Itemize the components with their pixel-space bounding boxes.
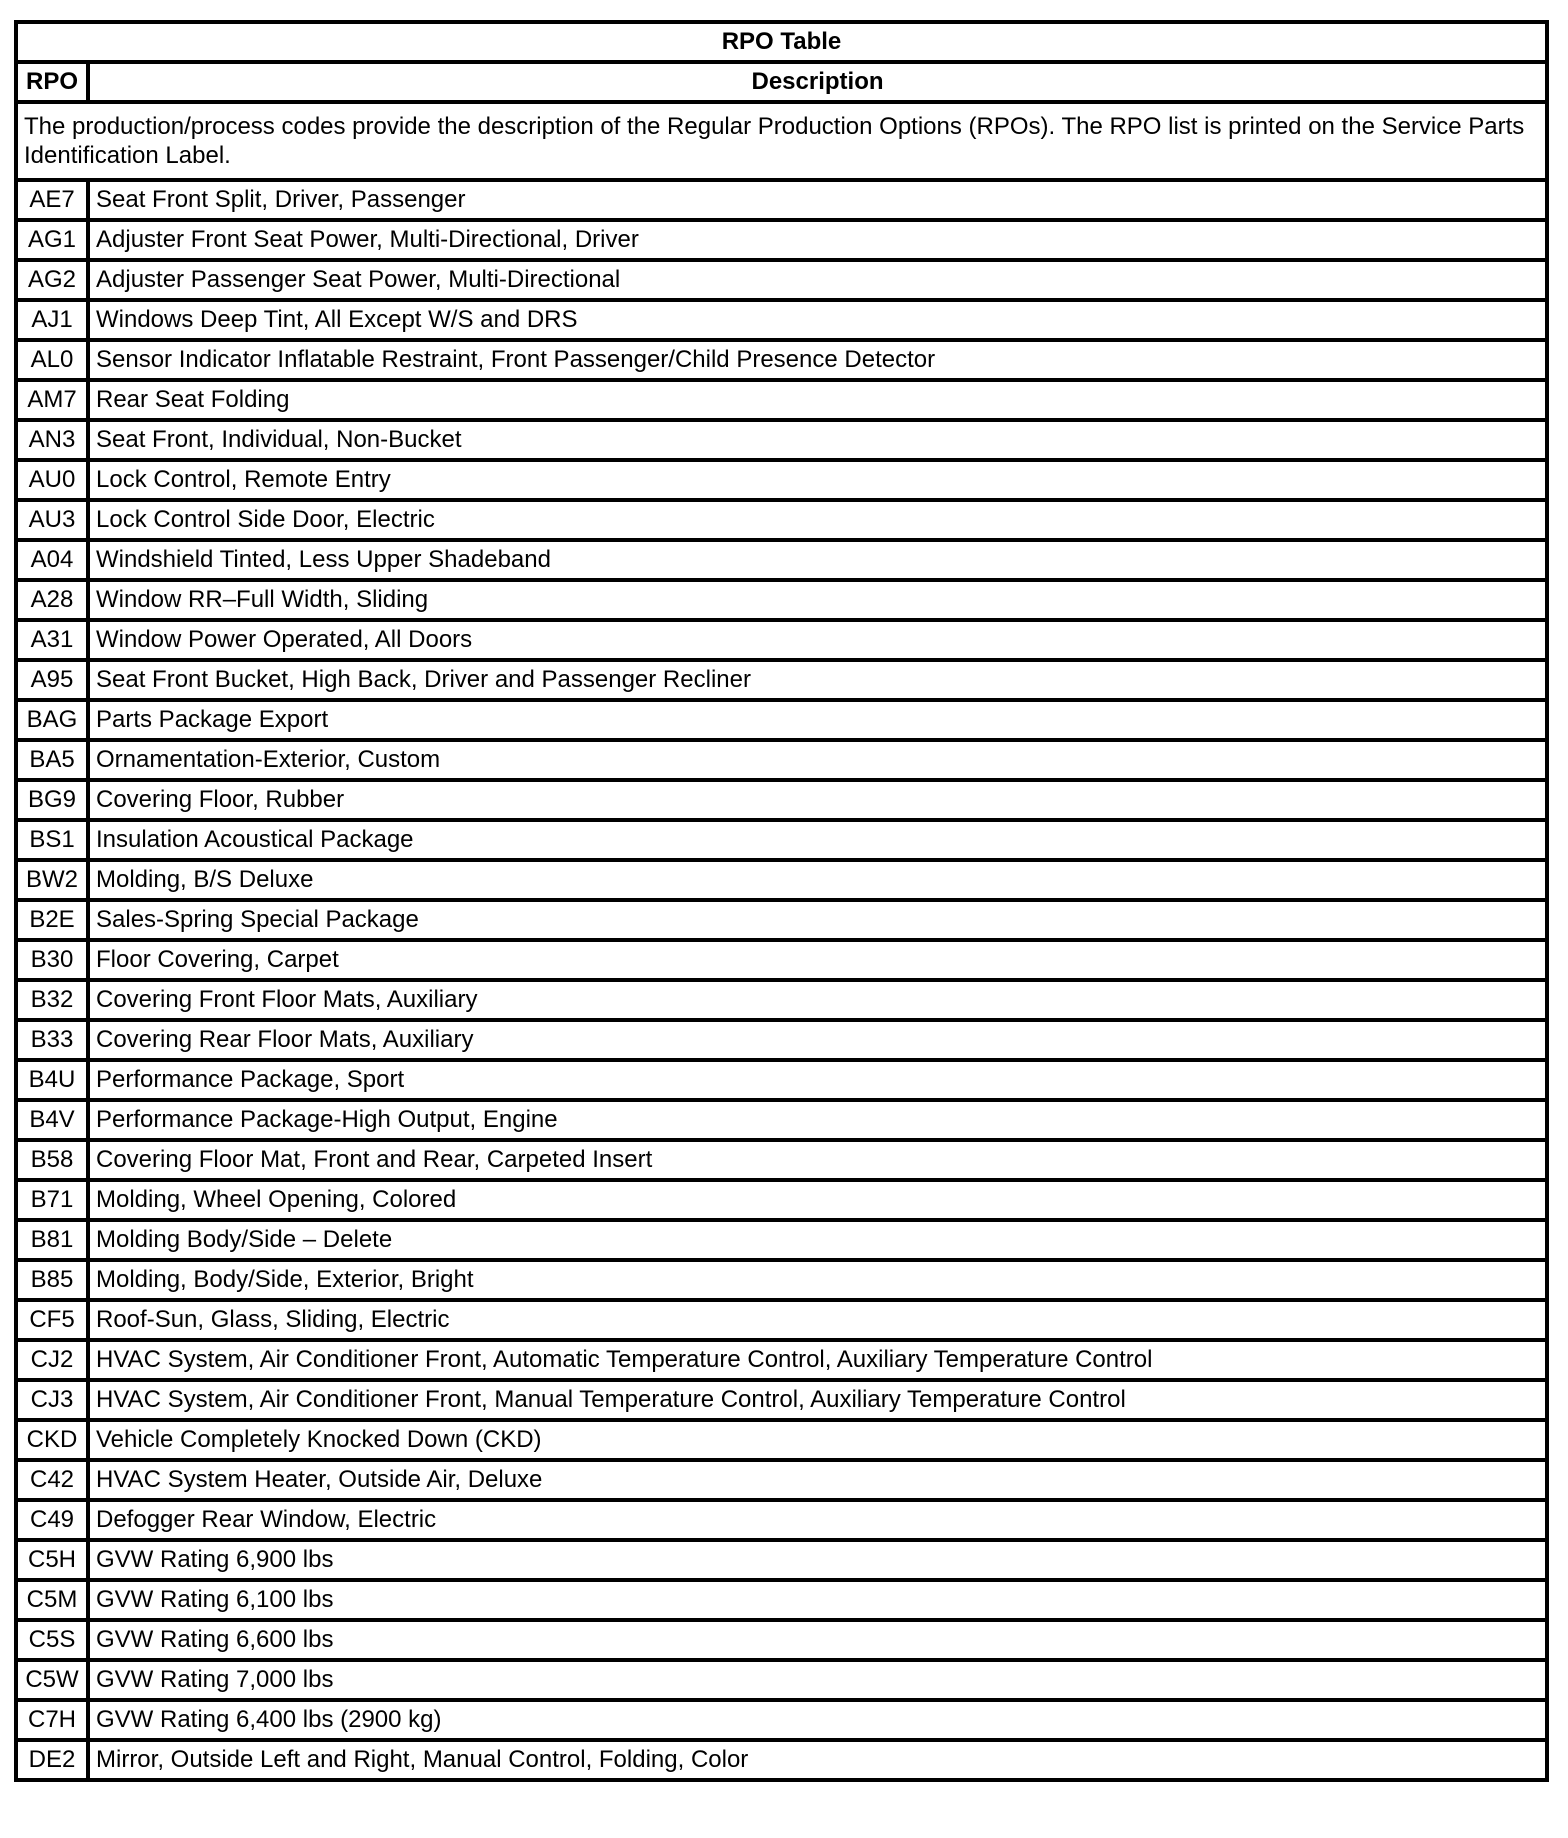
table-body (16, 102, 1547, 1780)
rpo-table (14, 20, 1549, 1782)
rpo-description-cell: Adjuster Front Seat Power, Multi-Directional, Driver (88, 220, 1547, 260)
rpo-code-cell: AU0 (16, 460, 88, 500)
rpo-description-cell: Vehicle Completely Knocked Down (CKD) (88, 1420, 1547, 1460)
table-row (16, 1300, 1547, 1340)
table-row (16, 780, 1547, 820)
table-header-row (16, 62, 1547, 102)
rpo-code-cell: B85 (16, 1260, 88, 1300)
rpo-description-cell: Covering Rear Floor Mats, Auxiliary (88, 1020, 1547, 1060)
rpo-code-cell: B32 (16, 980, 88, 1020)
rpo-description-cell: GVW Rating 6,900 lbs (88, 1540, 1547, 1580)
rpo-description-cell: Covering Floor Mat, Front and Rear, Carpeted Insert (88, 1140, 1547, 1180)
rpo-description-cell: Performance Package-High Output, Engine (88, 1100, 1547, 1140)
rpo-description-cell: Lock Control Side Door, Electric (88, 500, 1547, 540)
rpo-description-cell: Covering Front Floor Mats, Auxiliary (88, 980, 1547, 1020)
rpo-code-cell: AG1 (16, 220, 88, 260)
table-row (16, 1220, 1547, 1260)
rpo-code-cell: B4V (16, 1100, 88, 1140)
table-row (16, 1100, 1547, 1140)
table-row (16, 740, 1547, 780)
rpo-code-cell: A31 (16, 620, 88, 660)
rpo-code-cell: AN3 (16, 420, 88, 460)
table-row (16, 460, 1547, 500)
rpo-code-cell: BAG (16, 700, 88, 740)
rpo-code-cell: AE7 (16, 180, 88, 220)
rpo-code-cell: B71 (16, 1180, 88, 1220)
rpo-description-cell: Floor Covering, Carpet (88, 940, 1547, 980)
rpo-description-cell: Windows Deep Tint, All Except W/S and DRS (88, 300, 1547, 340)
rpo-description-cell: Defogger Rear Window, Electric (88, 1500, 1547, 1540)
rpo-description-cell: Molding, Wheel Opening, Colored (88, 1180, 1547, 1220)
table-row (16, 180, 1547, 220)
rpo-code-cell: C5M (16, 1580, 88, 1620)
rpo-code-cell: C42 (16, 1460, 88, 1500)
rpo-code-cell: AG2 (16, 260, 88, 300)
rpo-description-cell: GVW Rating 7,000 lbs (88, 1660, 1547, 1700)
table-row (16, 420, 1547, 460)
table-row (16, 500, 1547, 540)
table-row (16, 940, 1547, 980)
table-title: RPO Table (16, 22, 1547, 62)
table-row (16, 1380, 1547, 1420)
table-row (16, 220, 1547, 260)
rpo-code-cell: AU3 (16, 500, 88, 540)
rpo-description-cell: Windshield Tinted, Less Upper Shadeband (88, 540, 1547, 580)
rpo-code-cell: B30 (16, 940, 88, 980)
rpo-code-cell: C49 (16, 1500, 88, 1540)
table-row (16, 1180, 1547, 1220)
table-row (16, 540, 1547, 580)
table-row (16, 1540, 1547, 1580)
rpo-code-cell: BS1 (16, 820, 88, 860)
rpo-description-cell: Seat Front, Individual, Non-Bucket (88, 420, 1547, 460)
rpo-description-cell: Seat Front Split, Driver, Passenger (88, 180, 1547, 220)
rpo-code-cell: CJ3 (16, 1380, 88, 1420)
table-row (16, 1340, 1547, 1380)
rpo-code-cell: C5S (16, 1620, 88, 1660)
rpo-code-cell: B58 (16, 1140, 88, 1180)
rpo-description-cell: HVAC System Heater, Outside Air, Deluxe (88, 1460, 1547, 1500)
rpo-description-cell: Roof-Sun, Glass, Sliding, Electric (88, 1300, 1547, 1340)
table-row (16, 1700, 1547, 1740)
rpo-code-cell: CF5 (16, 1300, 88, 1340)
table-row (16, 1580, 1547, 1620)
rpo-code-cell: C5H (16, 1540, 88, 1580)
rpo-description-cell: Sales-Spring Special Package (88, 900, 1547, 940)
rpo-code-cell: A95 (16, 660, 88, 700)
rpo-code-cell: CJ2 (16, 1340, 88, 1380)
table-row (16, 1660, 1547, 1700)
rpo-description-cell: HVAC System, Air Conditioner Front, Automatic Temperature Control, Auxiliary Temperature Control (88, 1340, 1547, 1380)
table-row (16, 1740, 1547, 1780)
table-row (16, 1620, 1547, 1660)
rpo-description-cell: GVW Rating 6,600 lbs (88, 1620, 1547, 1660)
rpo-code-cell: AJ1 (16, 300, 88, 340)
rpo-description-cell: Molding, B/S Deluxe (88, 860, 1547, 900)
table-row (16, 1060, 1547, 1100)
rpo-code-cell: B4U (16, 1060, 88, 1100)
table-row (16, 1140, 1547, 1180)
rpo-description-cell: Performance Package, Sport (88, 1060, 1547, 1100)
table-row (16, 1260, 1547, 1300)
table-row (16, 1020, 1547, 1060)
rpo-description-cell: Rear Seat Folding (88, 380, 1547, 420)
rpo-code-cell: C5W (16, 1660, 88, 1700)
rpo-code-cell: BA5 (16, 740, 88, 780)
rpo-code-cell: CKD (16, 1420, 88, 1460)
rpo-description-cell: Window RR–Full Width, Sliding (88, 580, 1547, 620)
table-row (16, 700, 1547, 740)
rpo-description-cell: HVAC System, Air Conditioner Front, Manual Temperature Control, Auxiliary Temperature Control (88, 1380, 1547, 1420)
rpo-description-cell: Window Power Operated, All Doors (88, 620, 1547, 660)
table-row (16, 1500, 1547, 1540)
rpo-description-cell: Molding Body/Side – Delete (88, 1220, 1547, 1260)
table-row (16, 660, 1547, 700)
table-row (16, 980, 1547, 1020)
rpo-description-cell: Molding, Body/Side, Exterior, Bright (88, 1260, 1547, 1300)
rpo-description-cell: Adjuster Passenger Seat Power, Multi-Directional (88, 260, 1547, 300)
rpo-code-cell: A04 (16, 540, 88, 580)
intro-row (16, 102, 1547, 180)
rpo-description-cell: GVW Rating 6,400 lbs (2900 kg) (88, 1700, 1547, 1740)
rpo-code-cell: C7H (16, 1700, 88, 1740)
rpo-description-cell: Insulation Acoustical Package (88, 820, 1547, 860)
table-row (16, 580, 1547, 620)
rpo-description-cell: Sensor Indicator Inflatable Restraint, Front Passenger/Child Presence Detector (88, 340, 1547, 380)
rpo-code-cell: AM7 (16, 380, 88, 420)
rpo-code-cell: BG9 (16, 780, 88, 820)
table-row (16, 1460, 1547, 1500)
rpo-description-cell: Mirror, Outside Left and Right, Manual Control, Folding, Color (88, 1740, 1547, 1780)
rpo-code-cell: B81 (16, 1220, 88, 1260)
document-page (14, 20, 1549, 1782)
table-row (16, 380, 1547, 420)
table-row (16, 620, 1547, 660)
rpo-code-cell: A28 (16, 580, 88, 620)
table-row (16, 300, 1547, 340)
rpo-description-cell: GVW Rating 6,100 lbs (88, 1580, 1547, 1620)
table-row (16, 340, 1547, 380)
table-row (16, 820, 1547, 860)
column-header-rpo: RPO (16, 62, 88, 102)
rpo-code-cell: BW2 (16, 860, 88, 900)
table-row (16, 1420, 1547, 1460)
rpo-code-cell: B33 (16, 1020, 88, 1060)
rpo-description-cell: Ornamentation-Exterior, Custom (88, 740, 1547, 780)
rpo-code-cell: AL0 (16, 340, 88, 380)
rpo-description-cell: Lock Control, Remote Entry (88, 460, 1547, 500)
table-row (16, 900, 1547, 940)
rpo-description-cell: Covering Floor, Rubber (88, 780, 1547, 820)
intro-text: The production/process codes provide the description of the Regular Production Options (RPOs). The RPO list is printed on the Service Parts Identification Label. (16, 102, 1547, 180)
rpo-description-cell: Seat Front Bucket, High Back, Driver and Passenger Recliner (88, 660, 1547, 700)
table-row (16, 860, 1547, 900)
table-title-row (16, 22, 1547, 62)
table-row (16, 260, 1547, 300)
rpo-code-cell: B2E (16, 900, 88, 940)
rpo-description-cell: Parts Package Export (88, 700, 1547, 740)
column-header-description: Description (88, 62, 1547, 102)
rpo-code-cell: DE2 (16, 1740, 88, 1780)
